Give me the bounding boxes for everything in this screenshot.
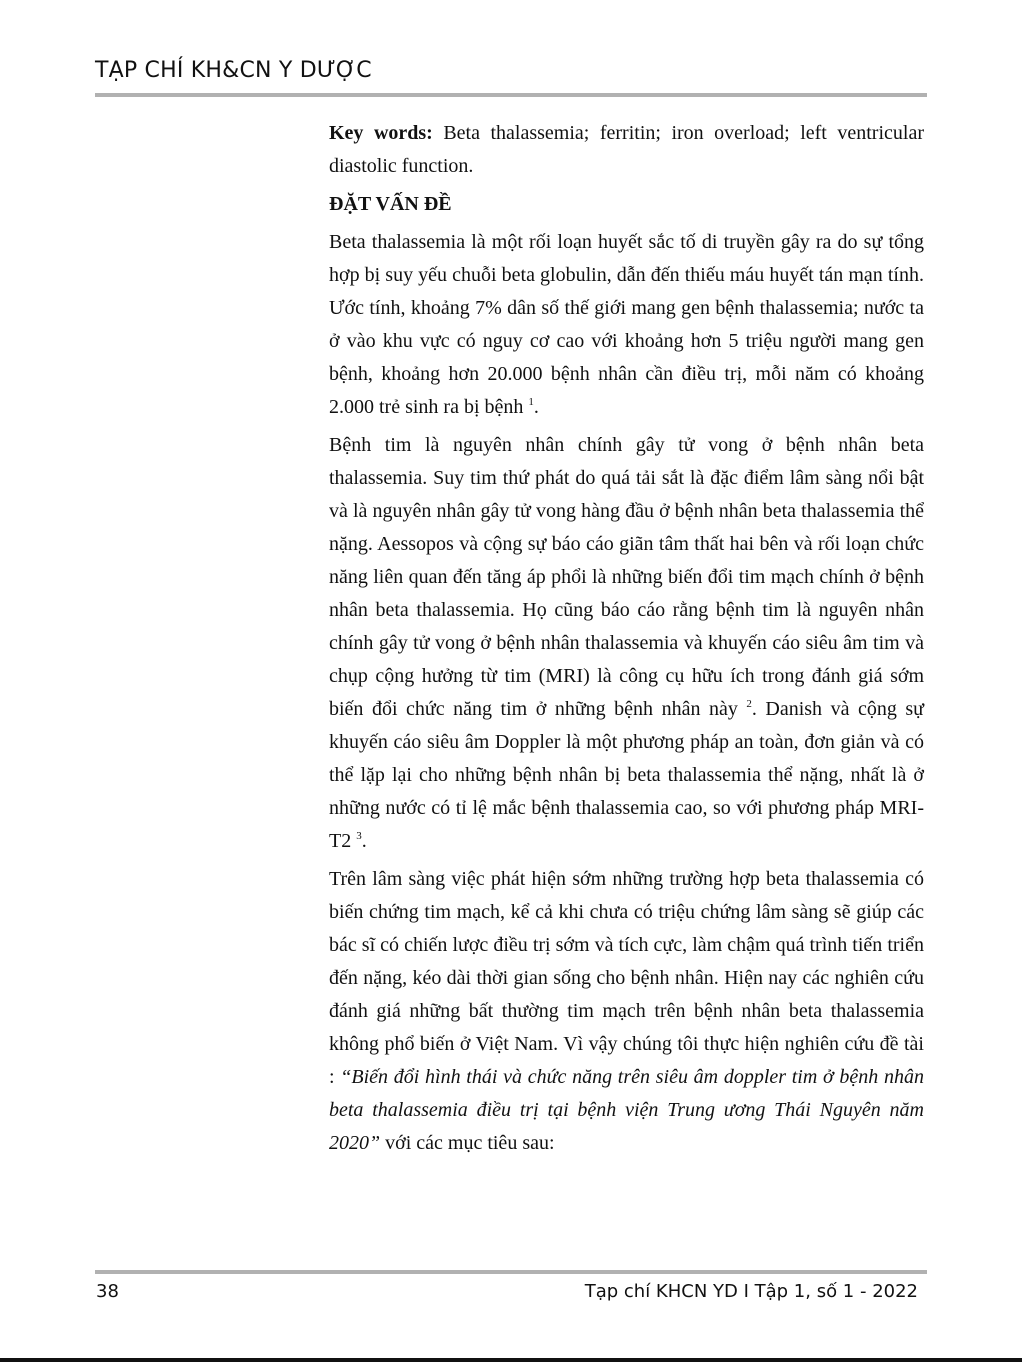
paragraph-2-end: . xyxy=(361,830,367,852)
paragraph-3-text: Trên lâm sàng việc phát hiện sớm những trường hợp beta thalassemia có biến chứng tim mạch, kể cả khi chưa có triệu chứng lâm sàng sẽ giúp các bác sĩ có chiến lược điều trị sớm và tích cực, làm chậm quá trình tiến triển đến nặng, kéo dài thời gian sống cho bệnh nhân. Hiện nay các nghiên cứu đánh giá những bất thường tim mạch trên bệnh nhân beta thalassemia không phổ biến ở Việt Nam. Vì vậy chúng tôi thực hiện nghiên cứu đề tài : xyxy=(329,868,924,1088)
reference-3: 3 xyxy=(356,830,362,842)
article-body xyxy=(329,117,924,1165)
study-title: “Biến đổi hình thái và chức năng trên siêu âm doppler tim ở bệnh nhân beta thalassemia điều trị tại bệnh viện Trung ương Thái Nguyên năm 2020” xyxy=(329,1066,924,1154)
paragraph-2 xyxy=(329,429,924,858)
journal-header-title: TẠP CHÍ KH&CN Y DƯỢC xyxy=(95,58,372,83)
footer-journal-info: Tạp chí KHCN YD I Tập 1, số 1 - 2022 xyxy=(584,1281,918,1302)
keywords-paragraph xyxy=(329,117,924,183)
page-number: 38 xyxy=(96,1281,119,1302)
footer-divider xyxy=(95,1270,927,1274)
paragraph-2-text-b: . Danish và cộng sự khuyến cáo siêu âm Doppler là một phương pháp an toàn, đơn giản và có thể lặp lại cho những bệnh nhân bị beta thalassemia thể nặng, nhất là ở những nước có tỉ lệ mắc bệnh thalassemia cao, so với phương pháp MRI-T2 xyxy=(329,698,924,852)
reference-1: 1 xyxy=(528,396,534,408)
paragraph-2-text-a: Bệnh tim là nguyên nhân chính gây tử vong ở bệnh nhân beta thalassemia. Suy tim thứ phát do quá tải sắt là đặc điểm lâm sàng nổi bật và là nguyên nhân gây tử vong hàng đầu ở bệnh nhân beta thalassemia thể nặng. Aessopos và cộng sự báo cáo giãn tâm thất hai bên và rối loạn chức năng liên quan đến tăng áp phổi là những biến đổi tim mạch chính ở bệnh nhân beta thalassemia. Họ cũng báo cáo rằng bệnh tim là nguyên nhân chính gây tử vong ở bệnh nhân thalassemia và khuyến cáo siêu âm tim và chụp cộng hưởng từ tim (MRI) là công cụ hữu ích trong đánh giá sớm biến đổi chức năng tim ở những bệnh nhân này xyxy=(329,434,924,720)
paragraph-1-end: . xyxy=(533,396,539,418)
paragraph-3 xyxy=(329,863,924,1160)
paragraph-3-tail: với các mục tiêu sau: xyxy=(380,1132,555,1154)
header-divider xyxy=(95,93,927,97)
keywords-text: Beta thalassemia; ferritin; iron overload; left ventricular diastolic function. xyxy=(329,122,924,177)
paragraph-1 xyxy=(329,226,924,424)
keywords-label: Key words: xyxy=(329,122,433,144)
bottom-border xyxy=(0,1358,1022,1362)
section-heading: ĐẶT VẤN ĐỀ xyxy=(329,193,452,215)
reference-2: 2 xyxy=(746,698,752,710)
paragraph-1-text: Beta thalassemia là một rối loạn huyết sắc tố di truyền gây ra do sự tổng hợp bị suy yếu chuỗi beta globulin, dẫn đến thiếu máu huyết tán mạn tính. Ước tính, khoảng 7% dân số thế giới mang gen bệnh thalassemia; nước ta ở vào khu vực có nguy cơ cao với khoảng hơn 5 triệu người mang gen bệnh, khoảng hơn 20.000 bệnh nhân cần điều trị, mỗi năm có khoảng 2.000 trẻ sinh ra bị bệnh xyxy=(329,231,924,418)
